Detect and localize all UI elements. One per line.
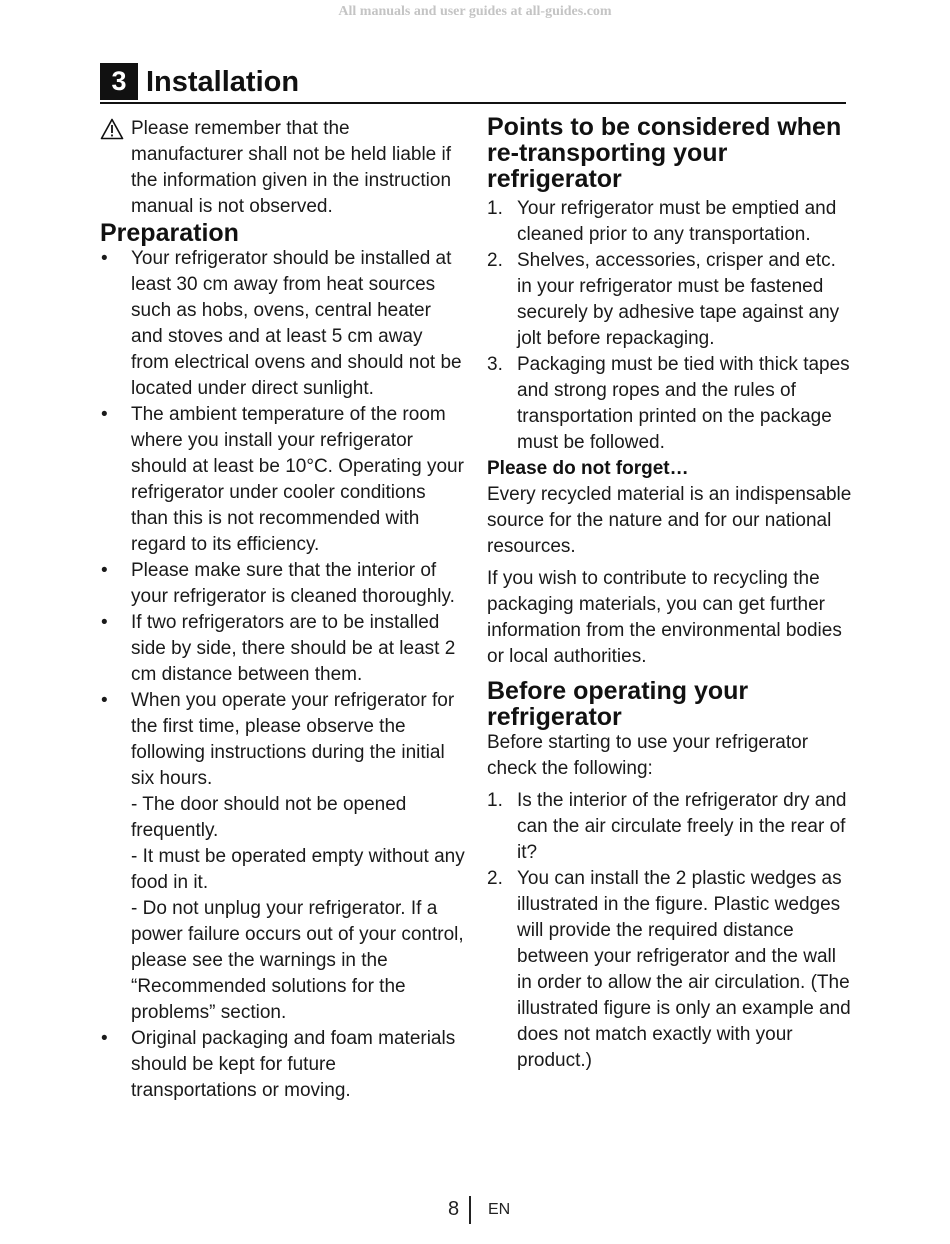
right-column [487, 114, 852, 1074]
list-item: 1. Your refrigerator must be emptied and cleaned prior to any transportation. [487, 198, 837, 245]
language-code: EN [488, 1201, 511, 1218]
list-item: 2. Shelves, accessories, crisper and etc. in your refrigerator must be fastened securely by adhesive tape against any jolt before repackaging. [487, 250, 840, 349]
list-item: • The ambient temperature of the room where you install your refrigerator should at least be 10°C. Operating your refrigerator under cooler conditions than this is not recommended with regard to its efficiency. [101, 404, 464, 555]
preparation-list [100, 246, 465, 1104]
recycling-paragraph: If you wish to contribute to recycling the packaging materials, you can get further information from the environmental bodies or local authorities. [487, 568, 842, 667]
warning-text: Please remember that the manufacturer shall not be held liable if the information given in the instruction manual is not observed. [131, 118, 452, 217]
before-intro: Before starting to use your refrigerator check the following: [487, 732, 809, 779]
watermark: All manuals and user guides at all-guides.com [338, 4, 612, 19]
sub-instruction: - It must be operated empty without any food in it. [131, 846, 465, 893]
list-item: 1. Is the interior of the refrigerator dry and can the air circulate freely in the rear of it? [487, 790, 847, 863]
list-item: • Your refrigerator should be installed at least 30 cm away from heat sources such as hobs, ovens, central heater and stoves and at least 5 cm away from electrical ovens and should not be located under direct sunlight. [101, 248, 462, 399]
preparation-heading: Preparation [100, 219, 239, 247]
bullet-icon: • [101, 404, 108, 425]
warning-note [100, 116, 465, 220]
forget-heading: Please do not forget… [487, 458, 689, 479]
forget-paragraph: Every recycled material is an indispensable source for the nature and for our national resources. [487, 484, 852, 557]
transport-list [487, 196, 852, 456]
page-footer [0, 1196, 950, 1224]
footer-divider [469, 1196, 471, 1224]
section-title: Installation [146, 66, 300, 98]
bullet-icon: • [101, 690, 108, 711]
list-item: • Please make sure that the interior of your refrigerator is cleaned thoroughly. [101, 560, 455, 607]
before-operating-list [487, 788, 852, 1074]
list-item: • Original packaging and foam materials should be kept for future transportations or moving. [101, 1028, 456, 1101]
list-item: • When you operate your refrigerator for the first time, please observe the following instructions during the initial six hours. - The door should not be opened frequently. - It must be operated empty without any food in it. - Do not unplug your refrigerator. If a power failure occurs out of your control, please see the warnings in the “Recommended solutions for the problems” section. [100, 688, 465, 1026]
list-item: 3. Packaging must be tied with thick tapes and strong ropes and the rules of transportation printed on the package must be followed. [487, 354, 850, 453]
sub-instruction: - The door should not be opened frequently. [131, 794, 407, 841]
sub-instruction: - Do not unplug your refrigerator. If a power failure occurs out of your control, please see the warnings in the “Recommended solutions for the problems” section. [131, 898, 464, 1023]
list-item: 2. You can install the 2 plastic wedges as illustrated in the figure. Plastic wedges will provide the required distance between your refrigerator and the wall in order to allow the air circulation. (The illustrated figure is only an example and does not match exactly with your product.) [487, 868, 851, 1071]
warning-icon [100, 118, 124, 140]
bullet-icon: • [101, 248, 108, 269]
before-operating-heading: Before operating your refrigerator [487, 677, 749, 731]
section-number: 3 [100, 63, 138, 100]
page-number: 8 [448, 1198, 460, 1220]
list-item: • If two refrigerators are to be installed side by side, there should be at least 2 cm distance between them. [101, 612, 456, 685]
bullet-icon: • [101, 1028, 108, 1049]
transport-heading: Points to be considered when re-transporting your refrigerator [487, 113, 842, 193]
bullet-icon: • [101, 560, 108, 581]
section-header [100, 62, 846, 104]
left-column [100, 116, 465, 1104]
bullet-icon: • [101, 612, 108, 633]
